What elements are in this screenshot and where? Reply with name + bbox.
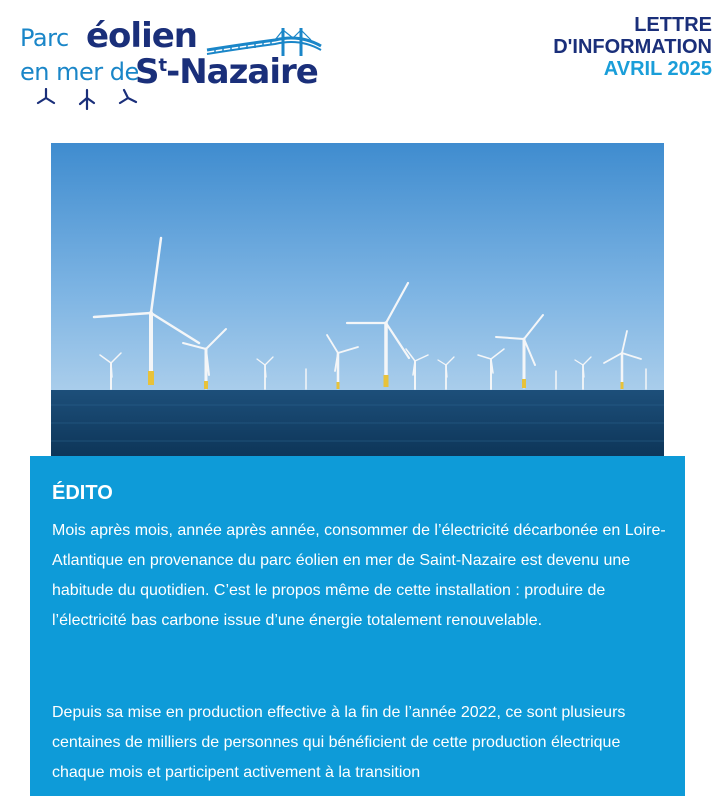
wind-turbines-icon [32,88,142,110]
edito-heading: ÉDITO [52,482,113,504]
offshore-wind-farm-photo [51,143,664,457]
header-line-information: D'INFORMATION [553,36,712,58]
logo-text-saint-nazaire: $S^t$-Nazaire [135,52,318,92]
header-line-date: AVRIL 2025 [603,58,712,80]
parc-eolien-logo[interactable] [20,16,330,110]
logo-text-parc: Parc [20,24,69,52]
logo-text-eolien: éolien [86,16,197,56]
logo-text-en-mer-de: en mer de [20,58,139,86]
newsletter-header [553,14,712,80]
edito-paragraph-1: Mois après mois, année après année, consommer de l’électricité décarbonée en Loire-Atlantique en provenance du parc éolien en mer de Saint-Nazaire est devenu une habitude du quotidien. C’est le propos même de cette installation : produire de l’électricité bas carbone issue d’une énergie totalement renouvelable. [52,522,666,629]
edito-section [30,456,685,796]
header-line-lettre: LETTRE [634,14,712,36]
edito-paragraph-2: Depuis sa mise en production effective à la fin de l’année 2022, ce sont plusieurs centaines de milliers de personnes qui bénéficient de cette production électrique chaque mois et participent activement à la transition [52,704,626,781]
